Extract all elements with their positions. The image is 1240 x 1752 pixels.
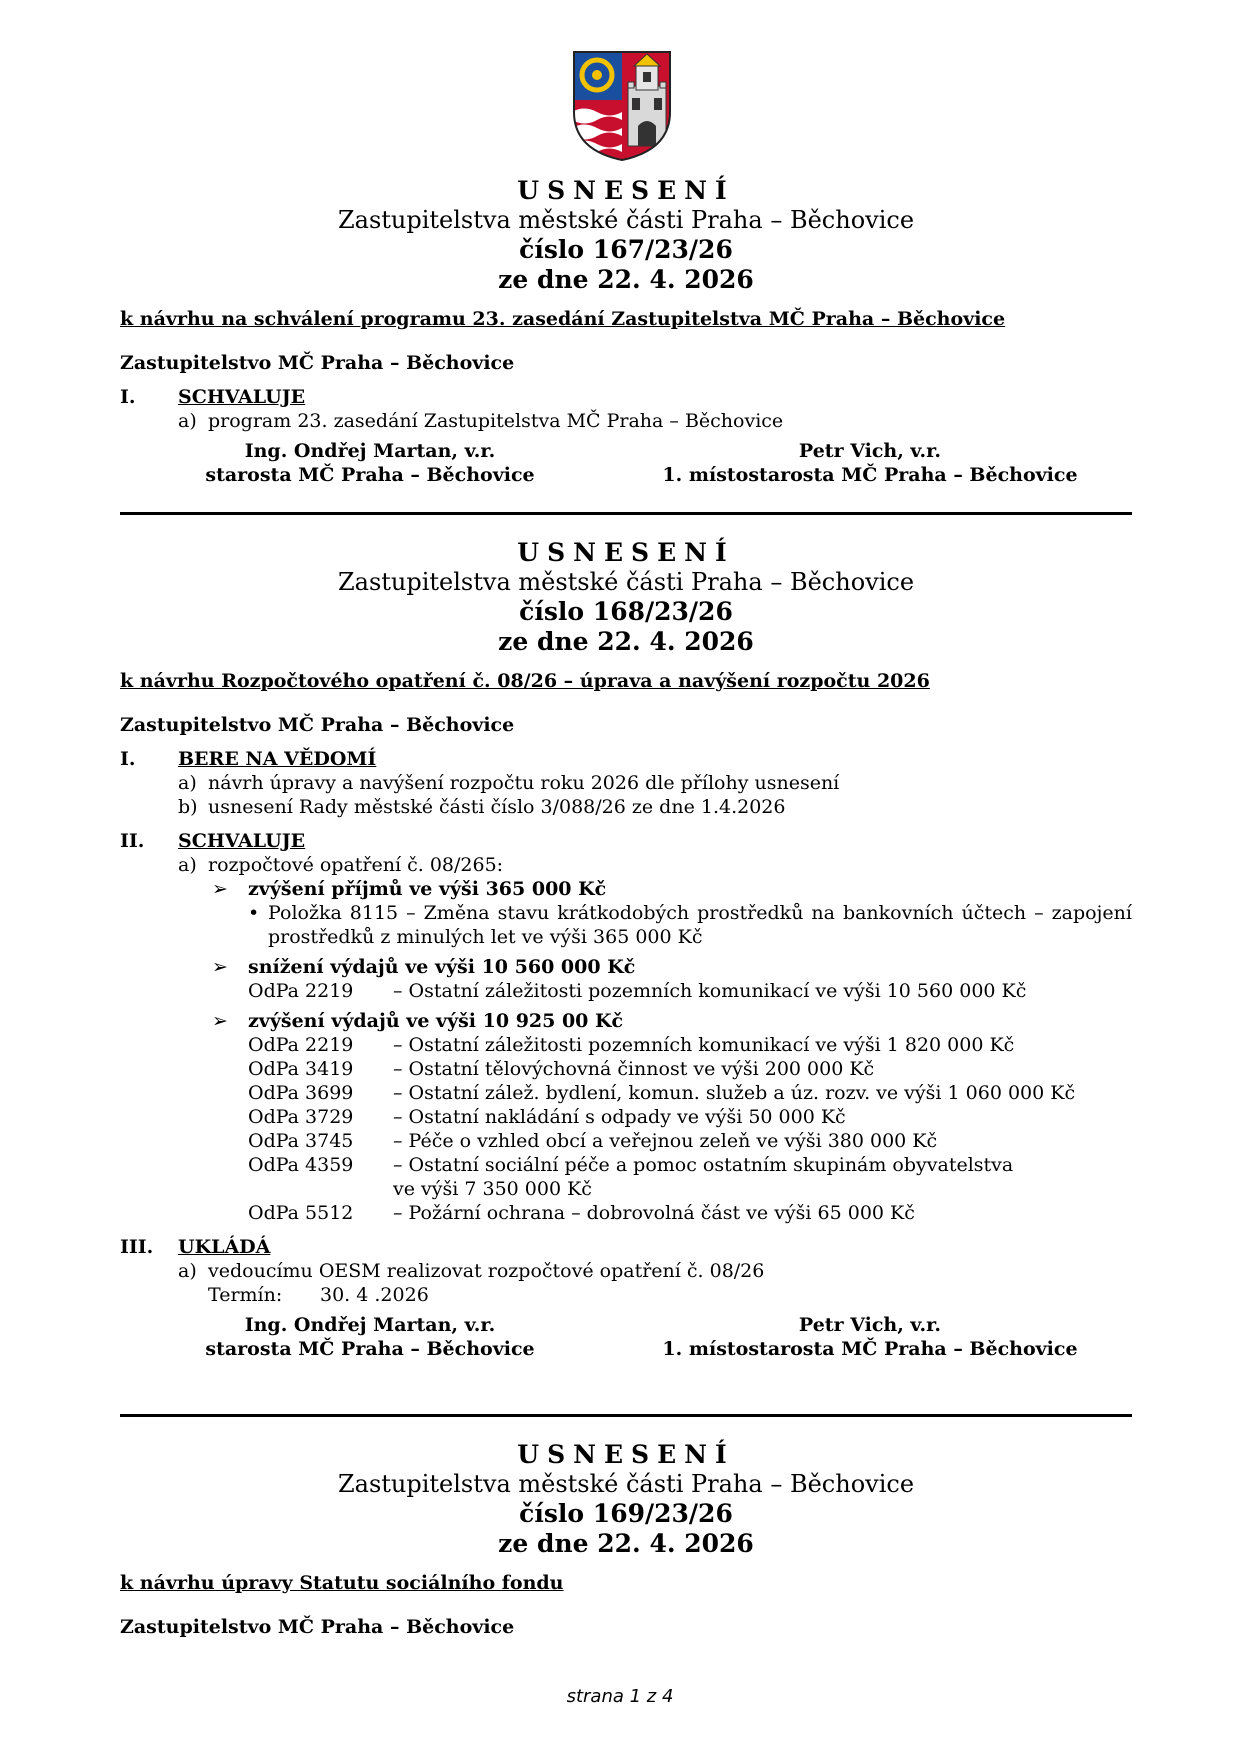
item-label: a)	[178, 772, 197, 794]
section-number: I.	[120, 748, 136, 770]
resolution-title: USNESENÍ	[517, 1440, 735, 1469]
budget-line	[248, 1153, 1132, 1177]
budget-code: OdPa 3419	[248, 1058, 354, 1080]
section-heading: UKLÁDÁ	[178, 1236, 271, 1258]
budget-line	[248, 1057, 1132, 1081]
council-name: Zastupitelstvo MČ Praha – Běchovice	[120, 714, 515, 736]
budget-line	[248, 1129, 1132, 1153]
budget-code: OdPa 3729	[248, 1106, 354, 1128]
budget-line	[248, 1105, 1132, 1129]
arrow-icon: ➢	[212, 956, 228, 978]
budget-text: – Péče o vzhled obcí a veřejnou zeleň ve výši 380 000 Kč	[393, 1130, 938, 1152]
arrow-icon: ➢	[212, 878, 228, 900]
section-III	[120, 1235, 1132, 1307]
bullet-item	[248, 901, 1132, 949]
item-text: rozpočtové opatření č. 08/265:	[208, 854, 504, 876]
signature-name: Ing. Ondřej Martan, v.r.	[244, 440, 496, 462]
resolution-date: ze dne 22. 4. 2026	[498, 265, 754, 294]
section-heading: BERE NA VĚDOMÍ	[178, 748, 377, 770]
resolution-subject: k návrhu úpravy Statutu sociálního fondu	[120, 1572, 564, 1594]
bullet-text: Položka 8115 – Změna stavu krátkodobých prostředků na bankovních účtech – zapojení prostředků z minulých let ve výši 365 000 Kč	[268, 902, 1132, 948]
signature-left	[180, 1313, 560, 1361]
item-text: vedoucímu OESM realizovat rozpočtové opatření č. 08/26	[208, 1260, 765, 1282]
budget-text: – Požární ochrana – dobrovolná část ve výši 65 000 Kč	[393, 1202, 915, 1224]
list-item	[178, 409, 1132, 433]
list-item	[178, 771, 1132, 795]
section-number: I.	[120, 386, 136, 408]
budget-text: – Ostatní sociální péče a pomoc ostatním skupinám obyvatelstva	[393, 1154, 1014, 1176]
group-heading-text: snížení výdajů ve výši 10 560 000 Kč	[248, 956, 636, 978]
budget-code: OdPa 3745	[248, 1130, 354, 1152]
signatures	[120, 1313, 1132, 1363]
resolution-168	[120, 538, 1132, 1363]
list-item	[178, 1259, 1132, 1283]
budget-line	[248, 979, 1132, 1003]
coat-of-arms-icon	[572, 50, 672, 162]
signature-role: 1. místostarosta MČ Praha – Běchovice	[662, 464, 1078, 486]
section-I	[120, 747, 1132, 819]
signatures	[120, 439, 1132, 489]
section-I	[120, 385, 1132, 433]
budget-text: – Ostatní zálež. bydlení, komun. služeb a úz. rozv. ve výši 1 060 000 Kč	[393, 1082, 1076, 1104]
item-text: návrh úpravy a navýšení rozpočtu roku 2026 dle přílohy usnesení	[208, 772, 840, 794]
resolution-date: ze dne 22. 4. 2026	[498, 1529, 754, 1558]
budget-code: OdPa 3699	[248, 1082, 354, 1104]
resolution-subject: k návrhu na schválení programu 23. zasedání Zastupitelstva MČ Praha – Běchovice	[120, 308, 1006, 330]
resolution-body-line: Zastupitelstva městské části Praha – Běchovice	[337, 1470, 915, 1498]
signature-name: Petr Vich, v.r.	[798, 1314, 942, 1336]
budget-code: OdPa 2219	[248, 980, 354, 1002]
group-heading-text: zvýšení výdajů ve výši 10 925 00 Kč	[248, 1010, 624, 1032]
group-heading	[212, 1009, 1132, 1033]
budget-code: OdPa 2219	[248, 1034, 354, 1056]
resolution-body-line: Zastupitelstva městské části Praha – Běchovice	[337, 206, 915, 234]
section-II	[120, 829, 1132, 1225]
deadline-label: Termín:	[208, 1284, 283, 1306]
divider	[120, 512, 1132, 515]
signature-role: starosta MČ Praha – Běchovice	[205, 464, 535, 486]
deadline-value: 30. 4 .2026	[320, 1284, 429, 1306]
resolution-date: ze dne 22. 4. 2026	[498, 627, 754, 656]
section-number: III.	[120, 1236, 154, 1258]
budget-code: OdPa 4359	[248, 1154, 354, 1176]
signature-right	[650, 439, 1090, 487]
signature-role: 1. místostarosta MČ Praha – Běchovice	[662, 1338, 1078, 1360]
council-name: Zastupitelstvo MČ Praha – Běchovice	[120, 1616, 515, 1638]
arrow-icon: ➢	[212, 1010, 228, 1032]
budget-text: – Ostatní nakládání s odpady ve výši 50 000 Kč	[393, 1106, 846, 1128]
resolution-body-line: Zastupitelstva městské části Praha – Běchovice	[337, 568, 915, 596]
item-label: a)	[178, 1260, 197, 1282]
budget-line	[248, 1033, 1132, 1057]
item-label: a)	[178, 410, 197, 432]
divider	[120, 1414, 1132, 1417]
budget-line	[248, 1201, 1132, 1225]
page-footer: strana 1 z 4	[566, 1686, 674, 1707]
group-heading-text: zvýšení příjmů ve výši 365 000 Kč	[248, 878, 607, 900]
council-name: Zastupitelstvo MČ Praha – Běchovice	[120, 352, 515, 374]
signature-right	[650, 1313, 1090, 1361]
signature-name: Petr Vich, v.r.	[798, 440, 942, 462]
resolution-number: číslo 167/23/26	[519, 235, 733, 264]
section-number: II.	[120, 830, 145, 852]
list-item	[178, 853, 1132, 877]
group-heading	[212, 955, 1132, 979]
item-label: a)	[178, 854, 197, 876]
item-text: usnesení Rady městské části číslo 3/088/26 ze dne 1.4.2026	[208, 796, 786, 818]
signature-left	[180, 439, 560, 487]
item-text: program 23. zasedání Zastupitelstva MČ Praha – Běchovice	[208, 410, 784, 432]
list-item	[178, 795, 1132, 819]
deadline	[208, 1283, 1132, 1307]
budget-text: – Ostatní záležitosti pozemních komunikací ve výši 1 820 000 Kč	[393, 1034, 1015, 1056]
resolution-169	[120, 1440, 1132, 1639]
resolution-167	[120, 176, 1132, 489]
resolution-number: číslo 169/23/26	[519, 1499, 733, 1528]
budget-line-continuation: ve výši 7 350 000 Kč	[393, 1178, 592, 1200]
signature-role: starosta MČ Praha – Běchovice	[205, 1338, 535, 1360]
group-heading	[212, 877, 1132, 901]
bullet-icon: •	[248, 902, 260, 924]
section-heading: SCHVALUJE	[178, 386, 306, 408]
resolution-title: USNESENÍ	[517, 538, 735, 567]
resolution-title: USNESENÍ	[517, 176, 735, 205]
budget-text: – Ostatní záležitosti pozemních komunikací ve výši 10 560 000 Kč	[393, 980, 1027, 1002]
budget-text: – Ostatní tělovýchovná činnost ve výši 200 000 Kč	[393, 1058, 875, 1080]
resolution-number: číslo 168/23/26	[519, 597, 733, 626]
item-label: b)	[178, 796, 198, 818]
signature-name: Ing. Ondřej Martan, v.r.	[244, 1314, 496, 1336]
budget-line	[248, 1081, 1132, 1105]
budget-code: OdPa 5512	[248, 1202, 354, 1224]
resolution-subject: k návrhu Rozpočtového opatření č. 08/26 – úprava a navýšení rozpočtu 2026	[120, 670, 930, 692]
section-heading: SCHVALUJE	[178, 830, 306, 852]
